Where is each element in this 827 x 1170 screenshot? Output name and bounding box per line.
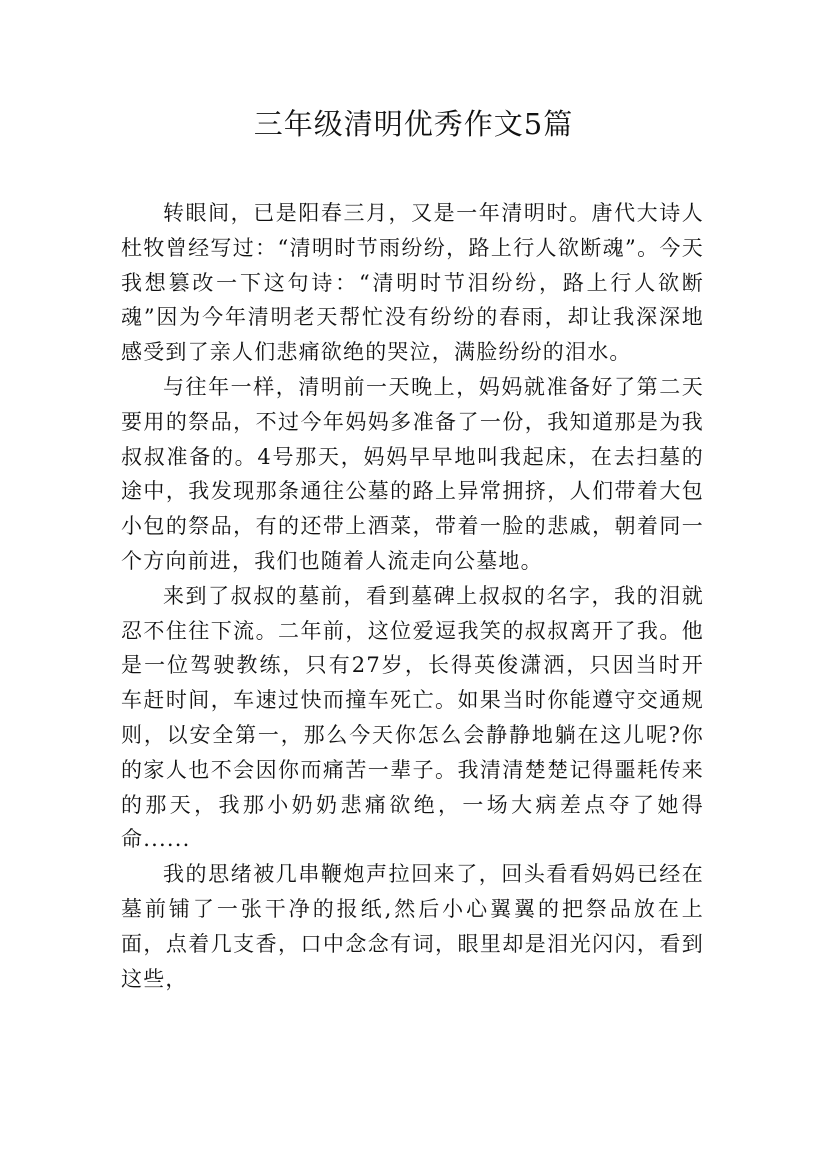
paragraph-3: 来到了叔叔的墓前，看到墓碑上叔叔的名字，我的泪就忍不住往下流。二年前，这位爱逗我笑的叔叔离开了我。他是一位驾驶教练，只有27岁，长得英俊潇洒，只因当时开车赶时间，车速过快而撞车死亡。如果当时你能遵守交通规则，以安全第一，那么今天你怎么会静静地躺在这儿呢?你的家人也不会因你而痛苦一辈子。我清清楚楚记得噩耗传来的那天，我那小奶奶悲痛欲绝，一场大病差点夺了她得命...... bbox=[121, 583, 704, 852]
paragraph-1: 转眼间，已是阳春三月，又是一年清明时。唐代大诗人杜牧曾经写过：“清明时节雨纷纷，路上行人欲断魂”。今天我想篡改一下这句诗：“清明时节泪纷纷，路上行人欲断魂”因为今年清明老天帮忙没有纷纷的春雨，却让我深深地感受到了亲人们悲痛欲绝的哭泣，满脸纷纷的泪水。 bbox=[121, 201, 704, 365]
paragraph-2: 与往年一样，清明前一天晚上，妈妈就准备好了第二天要用的祭品，不过今年妈妈多准备了一份，我知道那是为我叔叔准备的。4号那天，妈妈早早地叫我起床，在去扫墓的途中，我发现那条通往公墓的路上异常拥挤，人们带着大包小包的祭品，有的还带上酒菜，带着一脸的悲戚，朝着同一个方向前进，我们也随着人流走向公墓地。 bbox=[121, 374, 704, 573]
document-title: 三年级清明优秀作文5篇 bbox=[253, 107, 574, 141]
paragraph-4: 我的思绪被几串鞭炮声拉回来了，回头看看妈妈已经在墓前铺了一张干净的报纸,然后小心翼翼的把祭品放在上面，点着几支香，口中念念有词，眼里却是泪光闪闪，看到这些， bbox=[121, 862, 704, 991]
document-body bbox=[121, 196, 704, 996]
